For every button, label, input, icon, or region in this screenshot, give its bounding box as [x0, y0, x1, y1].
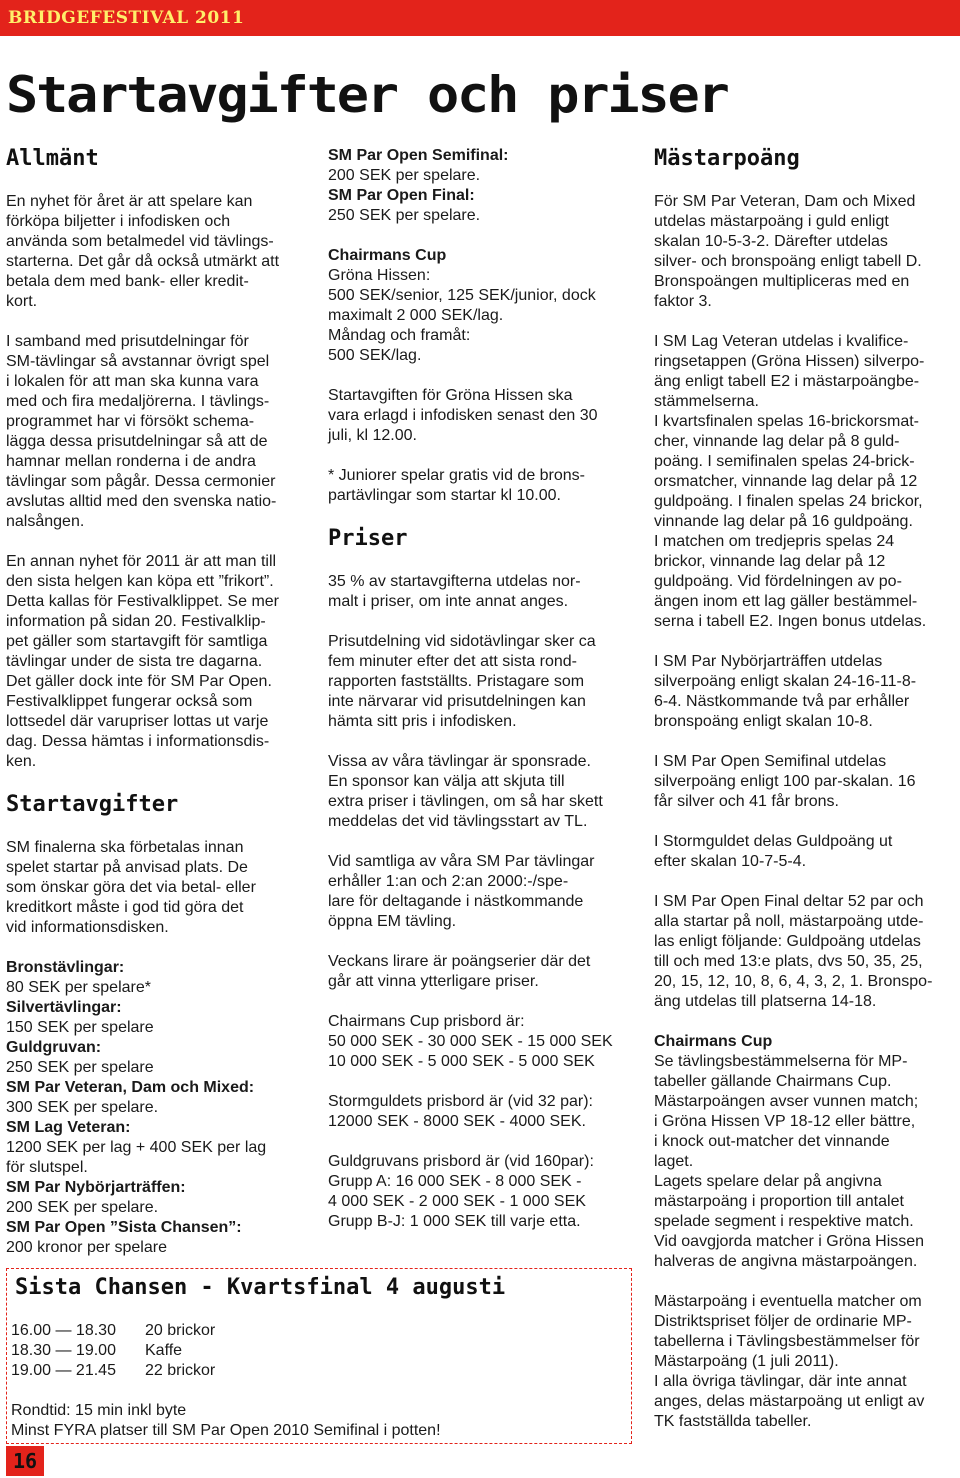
fee-label: SM Par Veteran, Dam och Mixed: — [6, 1079, 255, 1096]
allmant-paragraph-1: En nyhet för året är att spelare kan förköpa biljetter i infodisken och använda som betalmedel vid tävlings- starterna. Det går då också utmärkt att betala dem med bank- eller kredit- kort. — [6, 193, 280, 310]
sista-chansen-note: Rondtid: 15 min inkl byte Minst FYRA platser till SM Par Open 2010 Semifinal i potten! — [11, 1402, 441, 1439]
priser-paragraph-4: Vid samtliga av våra SM Par tävlingar erhåller 1:an och 2:an 2000:-/spe- lare för deltagande i nästkommande öppna EM tävling. — [328, 853, 595, 930]
junior-note: * Juniorer spelar gratis vid de brons- partävlingar som startar kl 10.00. — [328, 467, 586, 504]
final-label: SM Par Open Final: — [328, 187, 475, 204]
chairmans-cup-label: Chairmans Cup — [328, 247, 447, 264]
fee-value: 200 SEK per spelare. — [6, 1199, 159, 1216]
priser-paragraph-1: 35 % av startavgifterna utdelas nor- malt i priser, om inte annat anges. — [328, 573, 581, 610]
sista-chansen-box — [6, 1268, 632, 1444]
mastarpoang-paragraph-7: Se tävlingsbestämmelserna för MP- tabeller gällande Chairmans Cup. Mästarpoängen avser vunnen match; i Gröna Hissen VP 18-12 eller bättre, i knock out-matcher det vinnande laget. Lagets spelare delar på angivna mästarpoäng i proportion till antalet spelade segment i respektive match. Vid oavgjorda matcher i Gröna Hissen halveras de angivna mästarpoängen. — [654, 1053, 925, 1270]
schedule-row — [11, 1361, 215, 1381]
mastarpoang-heading: Mästarpoäng — [654, 146, 800, 171]
priser-paragraph-3: Vissa av våra tävlingar är sponsrade. En sponsor kan välja att skjuta till extra priser i tävlingen, om så har skett meddelas det vid tävlingsstart av TL. — [328, 753, 603, 830]
semifinal-label: SM Par Open Semifinal: — [328, 147, 509, 164]
column-middle — [328, 146, 640, 1232]
startavgifter-paragraph: SM finalerna ska förbetalas innan spelet startar på anvisad plats. De som önskar göra det via betal- eller kreditkort måste i god tid göra det vid informationsdisken. — [6, 839, 256, 936]
fee-value: 80 SEK per spelare* — [6, 979, 151, 996]
stormguld-prize-table: Stormguldets prisbord är (vid 32 par): 12000 SEK - 8000 SEK - 4000 SEK. — [328, 1093, 593, 1130]
chairmans-cup-mp-label: Chairmans Cup — [654, 1033, 773, 1050]
schedule-desc: Kaffe — [145, 1342, 183, 1359]
schedule-time: 16.00 — 18.30 — [11, 1322, 116, 1339]
fee-value: 200 kronor per spelare — [6, 1239, 167, 1256]
column-right — [654, 146, 954, 1432]
mastarpoang-paragraph-2: I SM Lag Veteran utdelas i kvalifice- ringsetappen (Gröna Hissen) silverpo- äng enligt tabell E2 i mästarpoängbe- stämmelserna. I kvartsfinalen spelas 16-brickorsmat- cher, vinnande lag delar på 8 guld- poäng. I semifinalen spelas 24-brick- orsmatcher, vinnande lag delar på 12 guldpoäng. I finalen spelas 24 brickor, vinnande lag delar på 16 guldpoäng. I matchen om tredjepris spelas 24 brickor, vinnande lag delar på 12 guldpoäng. Vid fördelningen av po- ängen inom ett lag gäller bestämmel- serna i tabell E2. Ingen bonus utdelas. — [654, 333, 927, 630]
fee-label: Bronstävlingar: — [6, 959, 125, 976]
chairmans-cup-fees: Gröna Hissen: 500 SEK/senior, 125 SEK/junior, dock maximalt 2 000 SEK/lag. Måndag och framåt: 500 SEK/lag. — [328, 267, 596, 364]
allmant-paragraph-2: I samband med prisutdelningar för SM-tävlingar så avstannar övrigt spel i lokalen för att man ska kunna vara med och fira medaljörerna. I tävlings- programmet har vi försökt schema- lägga dessa prisutdelningar så att de hamnar mellan ronderna i de andra tävlingar som pågår. Dessa cermonier avslutas alltid med den svenska natio- nalsången. — [6, 333, 277, 530]
schedule-desc: 20 brickor — [145, 1322, 216, 1339]
allmant-paragraph-3: En annan nyhet för 2011 är att man till den sista helgen kan köpa ett ”frikort”. Detta kallas för Festivalklippet. Se mer information på sidan 20. Festivalklip- pet gäller som startavgift för samtliga tävlingar under de sista tre dagarna. Det gäller dock inte för SM Par Open. Festivalklippet fungerar också som lottsedel där varupriser lottas ut varje dag. Dessa hämtas i informationsdis- ken. — [6, 553, 279, 770]
schedule-time: 18.30 — 19.00 — [11, 1342, 116, 1359]
mastarpoang-paragraph-3: I SM Par Nybörjarträffen utdelas silverpoäng enligt skalan 24-16-11-8- 6-4. Nästkommande två par erhåller bronspoäng enligt skalan 10-8. — [654, 653, 917, 730]
fee-label: SM Par Nybörjarträffen: — [6, 1179, 186, 1196]
fee-label: SM Lag Veteran: — [6, 1119, 131, 1136]
fee-label: Silvertävlingar: — [6, 999, 122, 1016]
fee-value: 300 SEK per spelare. — [6, 1099, 159, 1116]
chairmans-prize-table: Chairmans Cup prisbord är: 50 000 SEK - 30 000 SEK - 15 000 SEK 10 000 SEK - 5 000 SEK - 5 000 SEK — [328, 1013, 613, 1070]
mastarpoang-paragraph-6: I SM Par Open Final deltar 52 par och alla startar på noll, mästarpoäng utde- las enligt följande: Guldpoäng utdelas till och med 13:e plats, dvs 50, 35, 25, 20, 15, 12, 10, 8, 6, 4, 3, 2, 1. Bronspo- äng utdelas till platserna 14-18. — [654, 893, 933, 1010]
schedule-desc: 22 brickor — [145, 1362, 216, 1379]
sista-chansen-title: Sista Chansen - Kvartsfinal 4 augusti — [15, 1275, 506, 1300]
fee-value: 250 SEK per spelare — [6, 1059, 154, 1076]
mastarpoang-paragraph-4: I SM Par Open Semifinal utdelas silverpoäng enligt 100 par-skalan. 16 får silver och 41 får brons. — [654, 753, 916, 810]
schedule-row — [11, 1321, 215, 1341]
header-band — [0, 0, 960, 36]
header-label: BRIDGEFESTIVAL 2011 — [8, 8, 245, 28]
mastarpoang-paragraph-1: För SM Par Veteran, Dam och Mixed utdelas mästarpoäng i guld enligt skalan 10-5-3-2. Därefter utdelas silver- och bronspoäng enligt tabell D. Bronspoängen multipliceras med en faktor 3. — [654, 193, 922, 310]
fee-value: 1200 SEK per lag + 400 SEK per lag för slutspel. — [6, 1139, 267, 1176]
schedule — [11, 1321, 215, 1381]
priser-paragraph-2: Prisutdelning vid sidotävlingar sker ca fem minuter efter det att sista rond- rapporten fastställts. Pristagare som inte närvarar vid prisutdelningen kan hämta sitt pris i infodisken. — [328, 633, 596, 730]
schedule-row — [11, 1341, 215, 1361]
mastarpoang-paragraph-8: Mästarpoäng i eventuella matcher om Distriktspriset följer de ordinarie MP- tabellerna i Tävlingsbestämmelser för Mästarpoäng (1 juli 2011). I alla övriga tävlingar, där inte annat anges, delas mästarpoäng ut enligt av TK fastställda tabeller. — [654, 1293, 925, 1430]
fee-label: Guldgruvan: — [6, 1039, 102, 1056]
semifinal-value: 200 SEK per spelare. — [328, 167, 481, 184]
priser-heading: Priser — [328, 526, 408, 551]
priser-paragraph-5: Veckans lirare är poängserier där det går att vinna ytterligare priser. — [328, 953, 591, 990]
fee-list — [6, 958, 316, 1258]
final-value: 250 SEK per spelare. — [328, 207, 481, 224]
schedule-time: 19.00 — 21.45 — [11, 1362, 116, 1379]
fee-value: 150 SEK per spelare — [6, 1019, 154, 1036]
column-left — [6, 146, 316, 1258]
page-title: Startavgifter och priser — [6, 66, 728, 124]
startavgifter-heading: Startavgifter — [6, 792, 179, 817]
gr-hissen-deadline: Startavgiften för Gröna Hissen ska vara erlagd i infodisken senast den 30 juli, kl 12.00. — [328, 387, 598, 444]
mastarpoang-paragraph-5: I Stormguldet delas Guldpoäng ut efter skalan 10-7-5-4. — [654, 833, 893, 870]
allmant-heading: Allmänt — [6, 146, 99, 171]
page-number: 16 — [6, 1446, 44, 1476]
fee-label: SM Par Open ”Sista Chansen”: — [6, 1219, 242, 1236]
guldgruvan-prize-table: Guldgruvans prisbord är (vid 160par): Grupp A: 16 000 SEK - 8 000 SEK - 4 000 SEK - 2 000 SEK - 1 000 SEK Grupp B-J: 1 000 SEK till varje etta. — [328, 1153, 594, 1230]
